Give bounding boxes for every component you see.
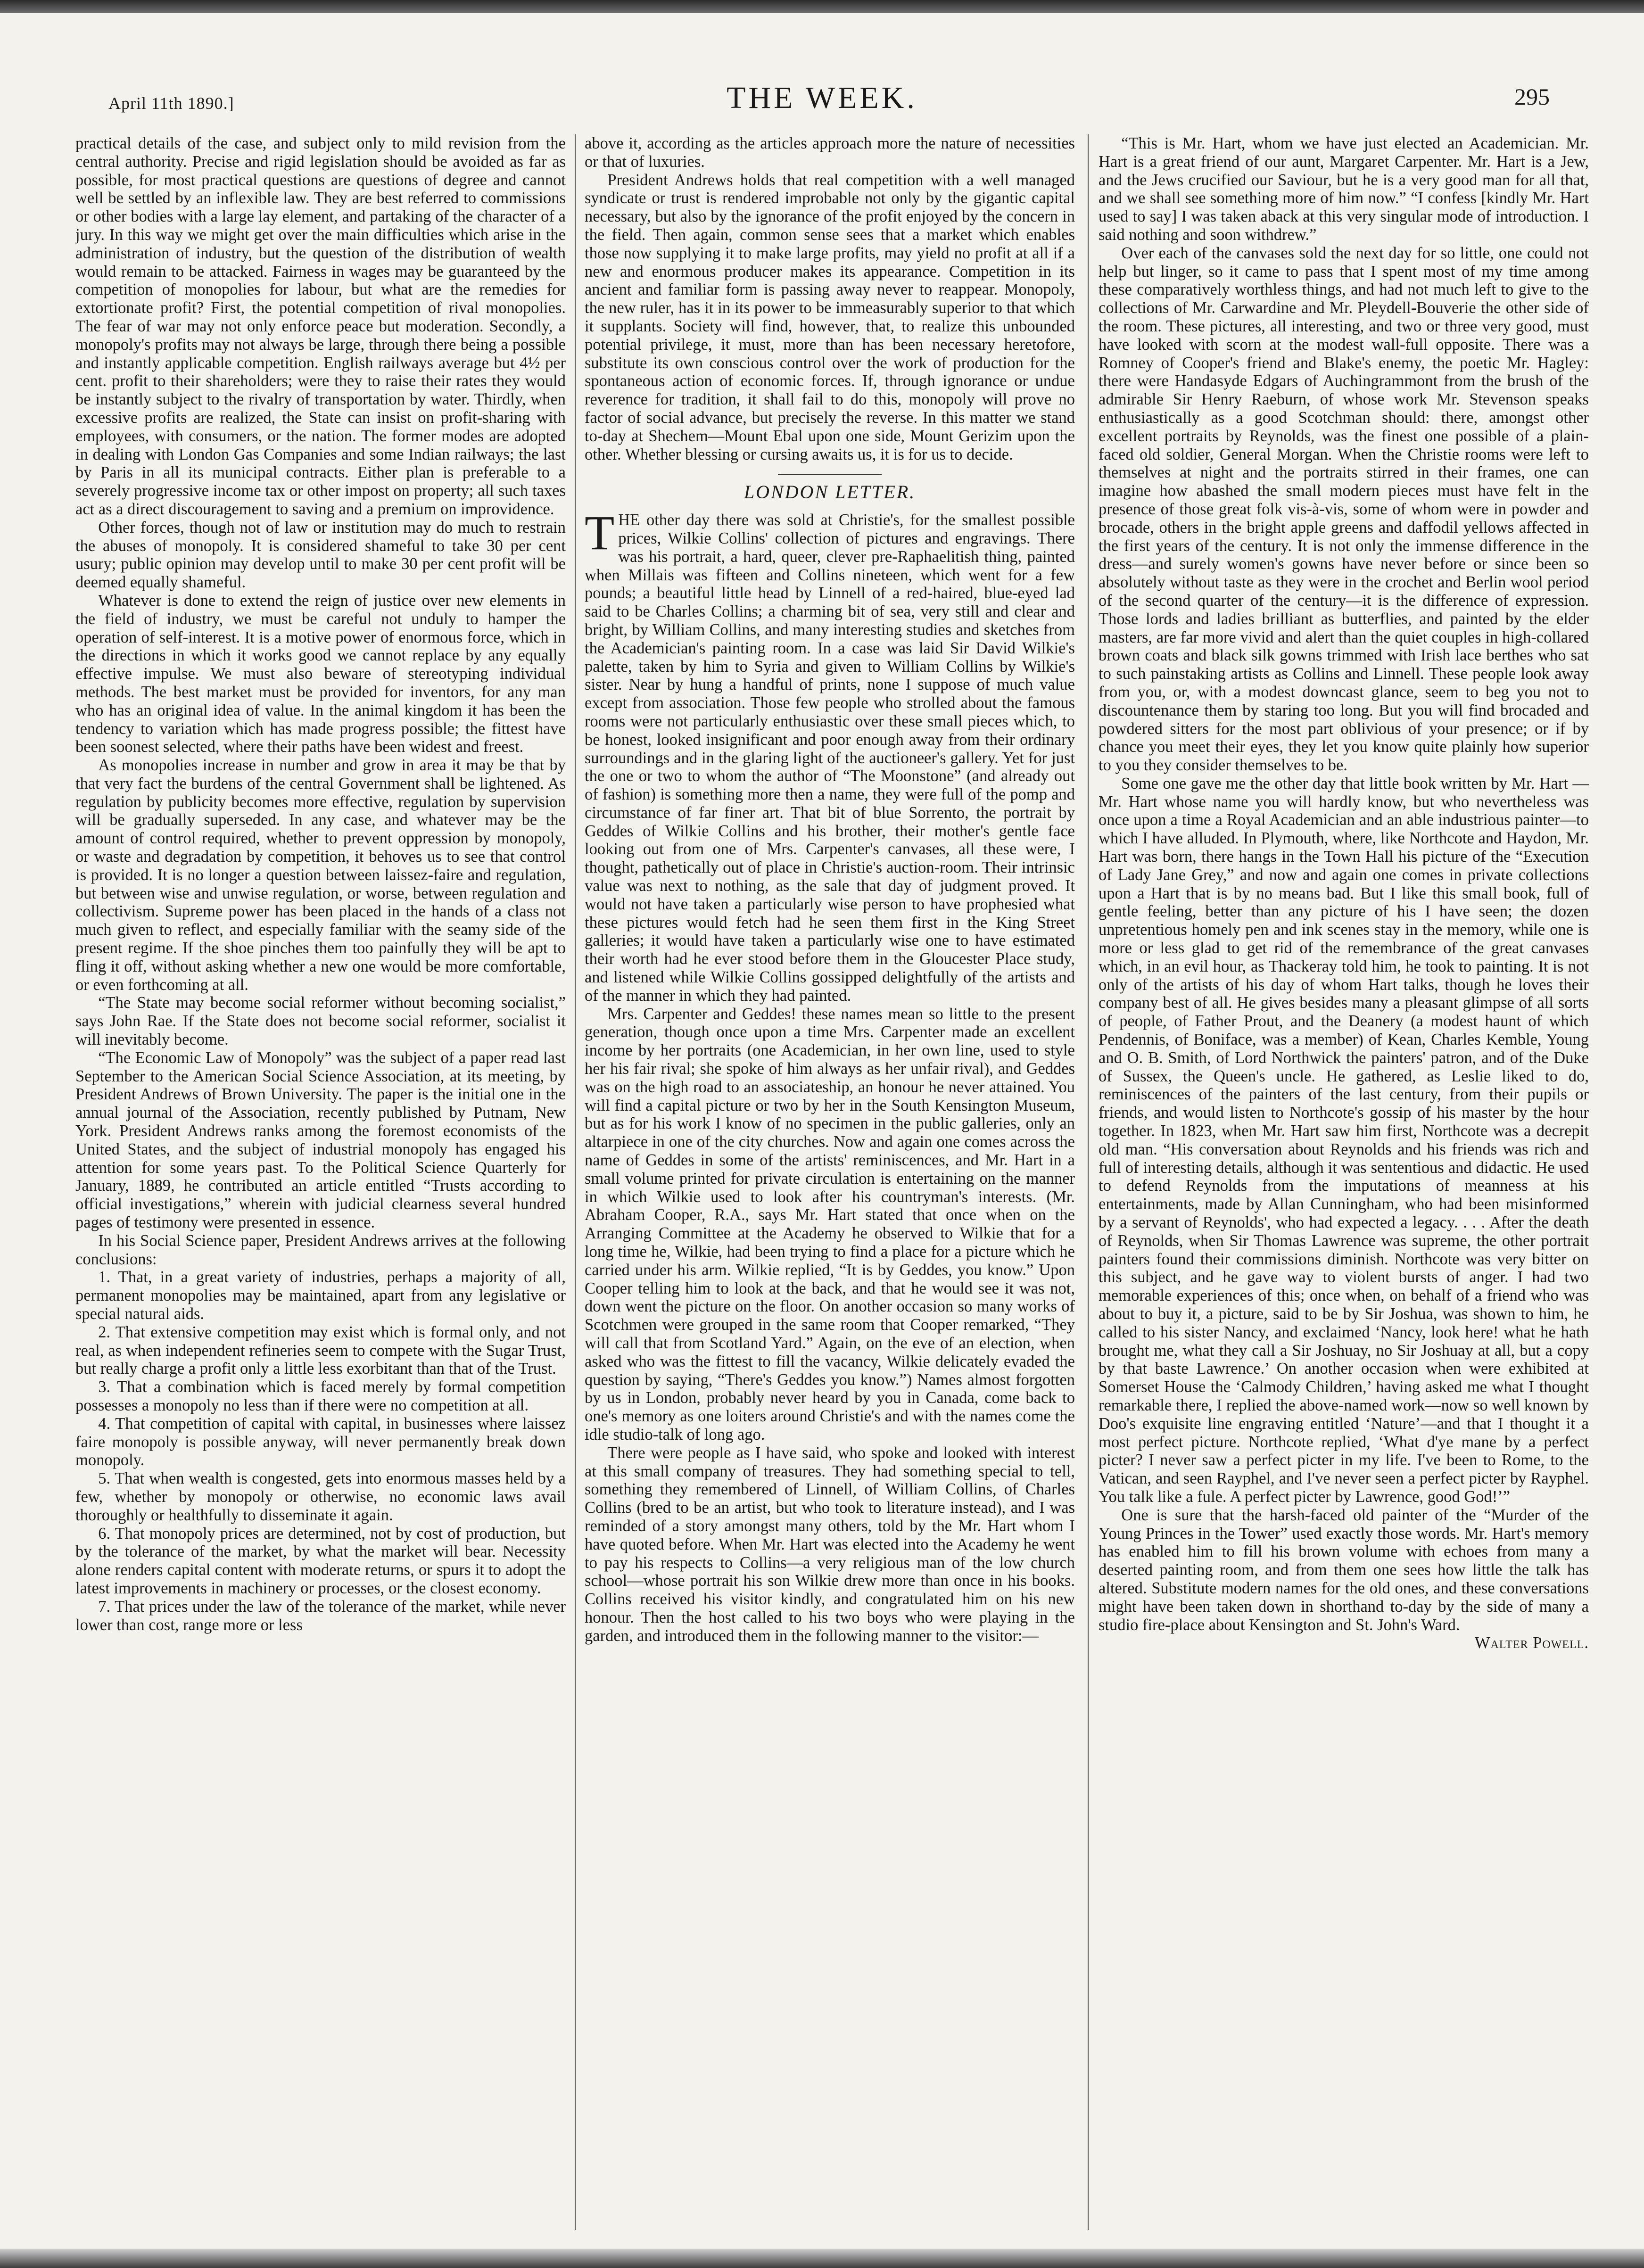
paragraph: Other forces, though not of law or institution may do much to restrain the abuses of monopoly. It is considered shameful to take 30 per cent usury; public opinion may develop until to make 30 per cent profit will be deemed equally shameful. <box>75 518 566 592</box>
paragraph: “This is Mr. Hart, whom we have just elected an Academician. Mr. Hart is a great friend of our aunt, Margaret Carpenter. Mr. Hart is a Jew, and the Jews crucified our Saviour, but he is a very good man for all that, and we shall see something more of him now.” “I confess [kindly Mr. Hart used to say] I was taken aback at this very singular mode of introduction. I said nothing and soon withdrew.” <box>1099 134 1589 244</box>
conclusion-item: 2. That extensive competition may exist which is formal only, and not real, as when independent refineries seem to compete with the Sugar Trust, but really charge a profit only a little less exorbitant than that of the Trust. <box>75 1323 566 1378</box>
section-divider <box>778 474 882 475</box>
conclusion-item: 3. That a combination which is faced merely by formal competition possesses a monopoly no less than if there were no competition at all. <box>75 1378 566 1414</box>
paragraph: above it, according as the articles approach more the nature of necessities or that of luxuries. <box>585 134 1075 171</box>
paragraph: “The Economic Law of Monopoly” was the subject of a paper read last September to the American Social Science Association, at its meeting, by President Andrews of Brown University. The paper is the initial one in the annual journal of the Association, recently published by Putnam, New York. President Andrews ranks among the foremost economists of the United States, and the subject of industrial monopoly has engaged his attention for some years past. To the Political Science Quarterly for January, 1889, he contributed an article entitled “Trusts according to official investigations,” wherein with judicial clearness several hundred pages of testimony were presented in essence. <box>75 1048 566 1232</box>
paragraph: practical details of the case, and subject only to mild revision from the central authority. Precise and rigid legislation should be avoided as far as possible, for most practical questions are questions of degree and cannot well be settled by an inflexible law. They are best referred to commissions or other bodies with a large lay element, and partaking of the character of a jury. In this way we might get over the main difficulties which arise in the administration of industry, but the question of the distribution of wealth would remain to be attacked. Fairness in wages may be guaranteed by the competition of monopolies for labour, but what are the remedies for extortionate profit? First, the potential competition of rival monopolies. The fear of war may not only enforce peace but moderation. Secondly, a monopoly's profits may not always be large, through there being a possible and instantly applicable competition. English railways average but 4½ per cent. profit to their shareholders; were they to raise their rates they would be instantly subject to the rivalry of transportation by water. Thirdly, when excessive profits are realized, the State can insist on profit-sharing with employees, with consumers, or the nation. The former modes are adopted in dealing with London Gas Companies and some Indian railways; the last by Paris in all its municipal contracts. Either plan is preferable to a severely progressive income tax or other impost on property; all such taxes act as a direct discouragement to saving and a premium on improvidence. <box>75 134 566 518</box>
conclusion-item: 1. That, in a great variety of industries, perhaps a majority of all, permanent monopolies may be maintained, apart from any legislative or special natural aids. <box>75 1268 566 1323</box>
scan-top-edge <box>0 0 1644 13</box>
paragraph: Over each of the canvases sold the next day for so little, one could not help but linger, so it came to pass that I spent most of my time among these comparatively worthless things, and had not much left to give to the collections of Mr. Carwardine and Mr. Pleydell-Bouverie the other side of the room. These pictures, all interesting, and two or three very good, must have looked with scorn at the modest wall-full opposite. There was a Romney of Cooper's friend and Blake's enemy, the poetic Mr. Hagley: there were Handasyde Edgars of Auchingrammont from the brush of the admirable Sir Henry Raeburn, of whose work Mr. Stevenson speaks enthusiastically as a good Scotchman should: there, amongst other excellent portraits by Reynolds, was the finest one possible of a plain-faced old soldier, General Morgan. When the Christie rooms were left to themselves at night and the portraits stirred in their frames, one can imagine how abashed the small modern pieces must have felt in the presence of those great folk vis-à-vis, some of whom were in powder and brocade, others in the bright apple greens and daffodil yellows affected in the first years of the century. It is not only the immense difference in the dress—and surely women's gowns have never before or since been so absolutely without taste as they were in the crochet and Berlin wool period of the second quarter of the century—it is the difference of expression. Those lords and ladies brilliant as butterflies, and painted by the elder masters, are far more vivid and alert than the quiet couples in high-collared brown coats and black silk gowns trimmed with Irish lace berthes who sat to such painstaking artists as Collins and Linnell. These people look away from you, or, with a modest downcast glance, seem to beg you not to discountenance them by staring too long. But you will find brocaded and powdered sitters for the most part oblivious of your presence; or if by chance you meet their eyes, they let you know quite plainly how superior to you they consider themselves to be. <box>1099 244 1589 775</box>
column-rule-2 <box>1088 134 1089 2230</box>
publication-title: THE WEEK. <box>727 81 917 115</box>
conclusion-item: 5. That when wealth is congested, gets into enormous masses held by a few, whether by monopoly or otherwise, no economic laws avail thoroughly or healthfully to disseminate it again. <box>75 1469 566 1524</box>
page-header <box>94 71 1550 123</box>
conclusion-item: 6. That monopoly prices are determined, not by cost of production, but by the tolerance of the market, by what the market will bear. Necessity alone renders capital content with moderate returns, or spurs it to adopt the latest improvements in machinery or processes, or the closest economy. <box>75 1524 566 1597</box>
scan-bottom-edge <box>0 2249 1644 2268</box>
paragraph: There were people as I have said, who spoke and looked with interest at this small company of treasures. They had something special to tell, something they remembered of Linnell, of William Collins, of Charles Collins (bred to be an artist, but who took to literature instead), and I was reminded of a story amongst many others, told by the Mr. Hart whom I have quoted before. When Mr. Hart was elected into the Academy he went to pay his respects to Collins—a very religious man of the low church school—whose portrait his son Wilkie drew more than once in his books. Collins received his visitor kindly, and congratulated him on his new honour. Then the host called to his two boys who were playing in the garden, and introduced them in the following manner to the visitor:— <box>585 1443 1075 1645</box>
conclusion-item: 4. That competition of capital with capital, in businesses where laissez faire monopoly is possible anyway, will never permanently break down monopoly. <box>75 1414 566 1469</box>
author-signature: Walter Powell. <box>1474 1634 1589 1652</box>
paragraph: In his Social Science paper, President Andrews arrives at the following conclusions: <box>75 1231 566 1268</box>
column-rule-1 <box>575 134 576 2230</box>
paragraph: President Andrews holds that real competition with a well managed syndicate or trust is rendered improbable not only by the gigantic capital necessary, but also by the ignorance of the profit enjoyed by the concern in the field. Then again, common sense sees that a market which enables those now supplying it to make large profits, may yield no profit at all if a new and enormous producer makes its appearance. Competition in its ancient and familiar form is passing away never to reappear. Monopoly, the new ruler, has it in its power to be immeasurably superior to that which it supplants. Society will find, however, that, to realize this unbounded potential privilege, it must, more than has been necessary heretofore, substitute its own conscious control over the work of production for the spontaneous action of economic forces. If, through ignorance or undue reverence for tradition, it shall fail to do this, monopoly will prove no factor of social advance, but precisely the reverse. In this matter we stand to-day at Shechem—Mount Ebal upon one side, Mount Gerizim upon the other. Whether blessing or cursing awaits us, it is for us to decide. <box>585 171 1075 463</box>
paragraph: Some one gave me the other day that little book written by Mr. Hart — Mr. Hart whose name you will hardly know, but who nevertheless was once upon a time a Royal Academician and an able industrious painter—to which I have alluded. In Plymouth, where, like Northcote and Haydon, Mr. Hart was born, there hangs in the Town Hall his picture of the “Execution of Lady Jane Grey,” and now and again one comes in private collections upon a Hart that is by no means bad. But I like this small book, full of gentle feeling, better than any picture of his I have seen; the dozen unpretentious homely pen and ink scenes stay in the memory, while one is more or less glad to get rid of the remembrance of the great canvases which, in an evil hour, as Thackeray told him, he took to painting. It is not only of the artists of his day of whom Hart talks, though he loves their company best of all. He gives besides many a pleasant glimpse of all sorts of people, of Father Prout, and the Deanery (a modest haunt of which Pendennis, of Boniface, was a member) of Kean, Charles Kemble, Young and O. B. Smith, of Lord Northwick the painters' patron, and of the Duke of Sussex, the Queen's uncle. He gathered, as Leslie liked to do, reminiscences of the painters of the last century, from their pupils or friends, and would listen to Northcote's gossip of his master by the hour together. In 1823, when Mr. Hart saw him first, Northcote was a decrepit old man. “His conversation about Reynolds and his friends was rich and full of interesting details, although it was sententious and didactic. He used to defend Reynolds from the imputations of meanness at his entertainments, made by Allan Cunningham, who had been misinformed by a servant of Reynolds', who had expected a legacy. . . . After the death of Reynolds, when Sir Thomas Lawrence was supreme, the other portrait painters found their commissions diminish. Northcote was very bitter on this subject, and he gave way to violent bursts of anger. I had two memorable experiences of this; once when, on behalf of a friend who was about to buy it, a picture, said to be by Sir Joshua, was shown to him, he called to his sister Nancy, and exclaimed ‘Nancy, look here! what he hath brought me, what they call a Sir Joshuay, no Sir Joshuay at all, but a copy by that baste Lawrence.’ On another occasion when were exhibited at Somerset House the ‘Calmody Children,’ having asked me what I thought remarkable there, I replied the above-named work—now so well known by Doo's exquisite line engraving entitled ‘Nature’—and that I thought it a most perfect picture. Northcote replied, ‘What d'ye mane by a perfect picter? I never saw a perfect picter in my life. I've been to Rome, to the Vatican, and seen Rayphel, and I've never seen a perfect picter by Rayphel. You talk like a fule. A perfect picter by Lawrence, good God!’” <box>1099 774 1589 1506</box>
column-3 <box>1099 134 1589 2232</box>
paragraph: One is sure that the harsh-faced old painter of the “Murder of the Young Princes in the Tower” used exactly those words. Mr. Hart's memory has enabled him to fill his brown volume with echoes from many a deserted painting room, and from them one sees how little the talk has altered. Substitute modern names for the old ones, and these conversations might have been taken down in shorthand to-day by the side of many a studio fire-place about Kensington and St. John's Ward. <box>1099 1506 1589 1634</box>
paragraph-with-drop-cap: THE other day there was sold at Christie's, for the smallest possible prices, Wilkie Collins' collection of pictures and engravings. There was his portrait, a hard, queer, clever pre-Raphaelitish thing, painted when Millais was fifteen and Collins nineteen, which went for a few pounds; a beautiful little head by Linnell of a red-haired, blue-eyed lad said to be Charles Collins; a charming bit of sea, very still and clear and bright, by William Collins, and many interesting studies and sketches from the Academician's painting room. In a case was laid Sir David Wilkie's palette, taken by him to Syria and given to William Collins by Wilkie's sister. Near by hung a handful of prints, none I suppose of much value except from association. Those few people who strolled about the famous rooms were not particularly enthusiastic over these small pieces which, to be honest, looked insignificant and poor enough away from their ordinary surroundings and in the glaring light of the auctioneer's gallery. Yet for just the one or two to whom the author of “The Moonstone” (and already out of fashion) is something more then a name, they were full of the pomp and circumstance of far finer art. That bit of blue Sorrento, the portrait by Geddes of Wilkie Collins and his brother, their mother's gentle face looking out from one of Mrs. Carpenter's canvases, all these were, I thought, pathetically out of place in Christie's auction-room. Their intrinsic value was next to nothing, as the sale that day of judgment proved. It would not have taken a particularly wise person to have prophesied what these pictures would fetch had he seen them first in the King Street galleries; it would have taken a particularly wise one to have estimated their worth had he ever stood before them in the Gloucester Place study, and listened while Wilkie Collins gossipped delightfully of the artists and of the manner in which they had painted. <box>585 506 1075 1005</box>
column-1 <box>75 134 566 2232</box>
section-title: LONDON LETTER. <box>744 481 916 503</box>
column-2 <box>585 134 1075 2232</box>
paragraph: As monopolies increase in number and grow in area it may be that by that very fact the burdens of the central Government shall be lightened. As regulation by publicity becomes more effective, regulation by supervision will be gradually superseded. In any case, and whatever may be the amount of control required, whether to prevent oppression by monopoly, or waste and degradation by competition, it behoves us to see that control is provided. It is no longer a question between laissez-faire and regulation, but between wise and unwise regulation, or worse, between regulation and collectivism. Supreme power has been placed in the hands of a class not much given to reflect, and especially familiar with the seamy side of the present regime. If the shoe pinches them too painfully they will be apt to fling it off, without asking whether a new one would be more comfortable, or even forthcoming at all. <box>75 756 566 994</box>
paragraph: “The State may become social reformer without becoming socialist,” says John Rae. If the State does not become social reformer, socialist it will inevitably become. <box>75 994 566 1049</box>
paragraph: Mrs. Carpenter and Geddes! these names mean so little to the present generation, though once upon a time Mrs. Carpenter made an excellent income by her portraits (one Academician, in her own line, used to style her his fair rival; she spoke of him always as her unfair rival), and Geddes was on the high road to an associateship, an honour he never attained. You will find a capital picture or two by her in the South Kensington Museum, but as for his work I know of no specimen in the public galleries, only an altarpiece in one of the city churches. Now and again one comes across the name of Geddes in some of the artists' reminiscences, and Mr. Hart in a small volume printed for private circulation is entertaining on the manner in which Wilkie used to look after his countryman's interests. (Mr. Abraham Cooper, R.A., says Mr. Hart stated that once when on the Arranging Committee at the Academy he observed to Wilkie that for a long time he, Wilkie, had been trying to find a place for a picture which he carried under his arm. Wilkie replied, “It is by Geddes, you know.” Upon Cooper telling him to look at the back, and that he would see it was not, down went the picture on the floor. On another occasion so many works of Scotchmen were grouped in the same room that Cooper remarked, “They will call that from Scotland Yard.” Again, on the eve of an election, when asked who was the fittest to fill the vacancy, Wilkie delicately evaded the question by saying, “There's Geddes you know.”) Names almost forgotten by us in London, probably never heard by you in Canada, come back to one's memory as one loiters around Christie's and with the names come the idle studio-talk of long ago. <box>585 1005 1075 1443</box>
conclusion-item: 7. That prices under the law of the tolerance of the market, while never lower than cost, range more or less <box>75 1597 566 1634</box>
issue-date: April 11th 1890.] <box>108 94 234 113</box>
paragraph: Whatever is done to extend the reign of justice over new elements in the field of industry, we must be careful not unduly to hamper the operation of self-interest. It is a motive power of enormous force, which in the directions in which it works good we cannot replace by any equally effective impulse. We must also beware of stereotyping individual methods. The best market must be provided for inventors, for any man who has an original idea of value. In the animal kingdom it has been the tendency to variation which has made progress possible; the fittest have been soonest selected, where their paths have been widest and freest. <box>75 591 566 756</box>
page-number: 295 <box>1514 83 1550 110</box>
